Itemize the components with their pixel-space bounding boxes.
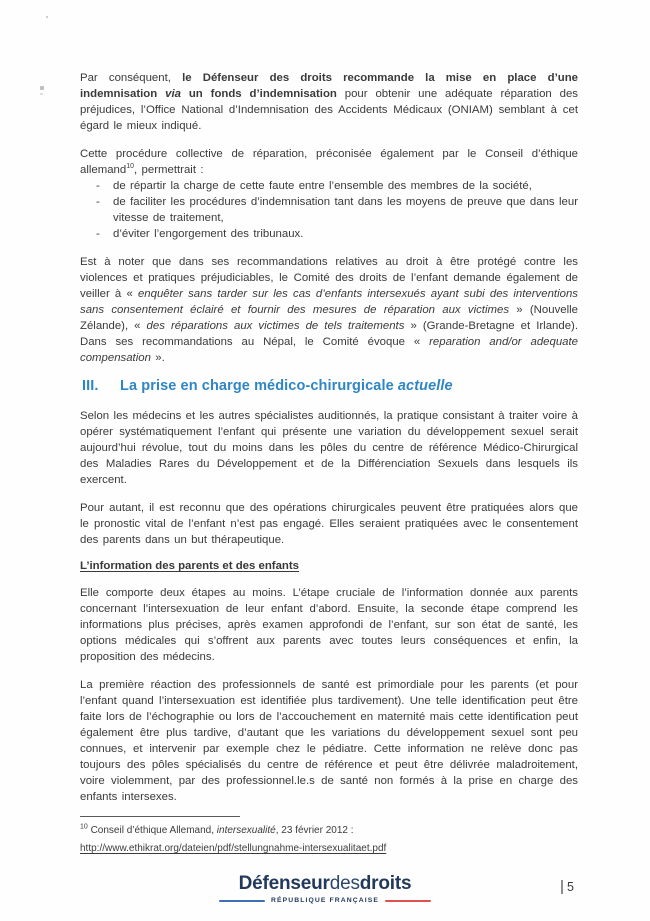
logo-subtitle: RÉPUBLIQUE FRANÇAISE	[270, 897, 380, 904]
scan-speck	[40, 86, 44, 90]
bullet-text: de faciliter les procédures d’indemnisation tant dans les moyens de preuve que dans leur vitesse de traitement,	[113, 196, 578, 224]
bullet-item	[80, 194, 578, 226]
paragraph-procedure-collective: Cette procédure collective de réparation, préconisée également par le Conseil d’éthique allemand$^{10}$, permettrait :	[80, 148, 578, 176]
scan-speck	[46, 16, 48, 18]
scan-speck	[40, 93, 43, 95]
bullet-dash: -	[96, 228, 100, 240]
page-number	[561, 880, 574, 894]
logo-word-droits: droits	[359, 873, 412, 894]
bullet-text: de répartir la charge de cette faute entre l’ensemble des membres de la société,	[113, 180, 532, 192]
page-number-bar	[561, 880, 563, 894]
paragraph-pratique-revolue: Selon les médecins et les autres spécialistes auditionnés, la pratique consistant à traiter voire à opérer systématiquement l’enfant qui présente une variation du développement sexuel serait aujourd’hui révolue, tout du moins dans les pôles du centre de référence Médico-Chirurgical des Maladies Rares du Développement et de la Différenciation Sexuels dans lesquels ils exercent.	[80, 410, 578, 486]
footnote-text: $^{10}$ Conseil d’éthique Allemand, intersexualité, 23 février 2012 :	[80, 823, 354, 836]
page-footer	[0, 870, 650, 920]
defenseur-des-droits-logo	[0, 874, 650, 904]
logo-line-blue	[219, 900, 265, 902]
bullet-dash: -	[96, 180, 100, 192]
section-title: La prise en charge médico-chirurgicale actuelle	[120, 378, 453, 394]
page-content	[80, 70, 578, 817]
logo-word-des: des	[329, 873, 360, 894]
logo-subtitle-row	[0, 897, 650, 904]
section-numeral: III.	[82, 378, 99, 394]
paragraph-indemnisation: Par conséquent, le Défenseur des droits recommande la mise en place d’une indemnisation via un fonds d’indemnisation pour obtenir une adéquate réparation des préjudices, l’Office National d’Indemnisation des Accidents Médicaux (ONIAM) semblant à cet égard le mieux indiqué.	[80, 72, 579, 132]
bullet-dash: -	[96, 196, 100, 208]
paragraph-comite-droits-enfant: Est à noter que dans ses recommandations relatives au droit à être protégé contre les violences et pratiques préjudiciables, le Comité des droits de l’enfant demande également de veiller à « enquêter sans tarder sur les cas d’enfants intersexués ayant subi des interventions sans consentement éclairé et fournir des mesures de réparation aux victimes » (Nouvelle Zélande), « des réparations aux victimes de tels traitements » (Grande-Bretagne et Irlande). Dans ses recommandations au Népal, le Comité évoque « reparation and/or adequate compensation ».	[80, 256, 579, 364]
paragraph-operations-chirurgicales: Pour autant, il est reconnu que des opérations chirurgicales peuvent être pratiquées alors que le pronostic vital de l’enfant n’est pas engagé. Elles seraient pratiquées avec le consentement des parents dans un but thérapeutique.	[80, 502, 578, 546]
paragraph-deux-etapes: Elle comporte deux étapes au moins. L’étape cruciale de l’information donnée aux parents concernant l’intersexuation de leur enfant d’abord. Ensuite, la seconde étape comprend les informations plus précises, après examen approfondi de l’enfant, sur son état de santé, les options médicales qui s’offrent aux parents avec toutes leurs conséquences et enfin, la proposition des médecins.	[80, 587, 578, 663]
subsection-heading-information: L’information des parents et des enfants	[80, 560, 299, 572]
page-number-value: 5	[567, 880, 574, 894]
section-heading-iii	[82, 378, 578, 394]
footnote-block	[80, 816, 520, 856]
bullet-text: d’éviter l’engorgement des tribunaux.	[113, 228, 304, 240]
logo-wordmark	[0, 874, 650, 894]
paragraph-premiere-reaction: La première réaction des professionnels de santé est primordiale pour les parents (et pour l’enfant quand l’intersexuation est identifiée plus tardivement). Une telle identification peut être faite lors de l’échographie ou lors de l’accouchement en maternité mais cette identification peut également être plus tardive, d’autant que les variations du développement sexuel sont peu connues, et intervenir par exemple chez le pédiatre. Cette information ne relève donc pas toujours des pôles spécialisés du centre de référence et peut être délivrée maladroitement, voire violemment, par des professionnel.le.s de santé non formés à la prise en charge des enfants intersexes.	[80, 679, 578, 803]
bullet-item	[80, 178, 578, 194]
logo-line-red	[385, 900, 431, 902]
bullet-item	[80, 226, 578, 242]
logo-word-defenseur: Défenseur	[238, 873, 330, 894]
footnote-link[interactable]: http://www.ethikrat.org/dateien/pdf/stellungnahme-intersexualitaet.pdf	[80, 843, 387, 854]
footnote-separator	[80, 816, 240, 817]
bullet-list	[80, 178, 578, 242]
